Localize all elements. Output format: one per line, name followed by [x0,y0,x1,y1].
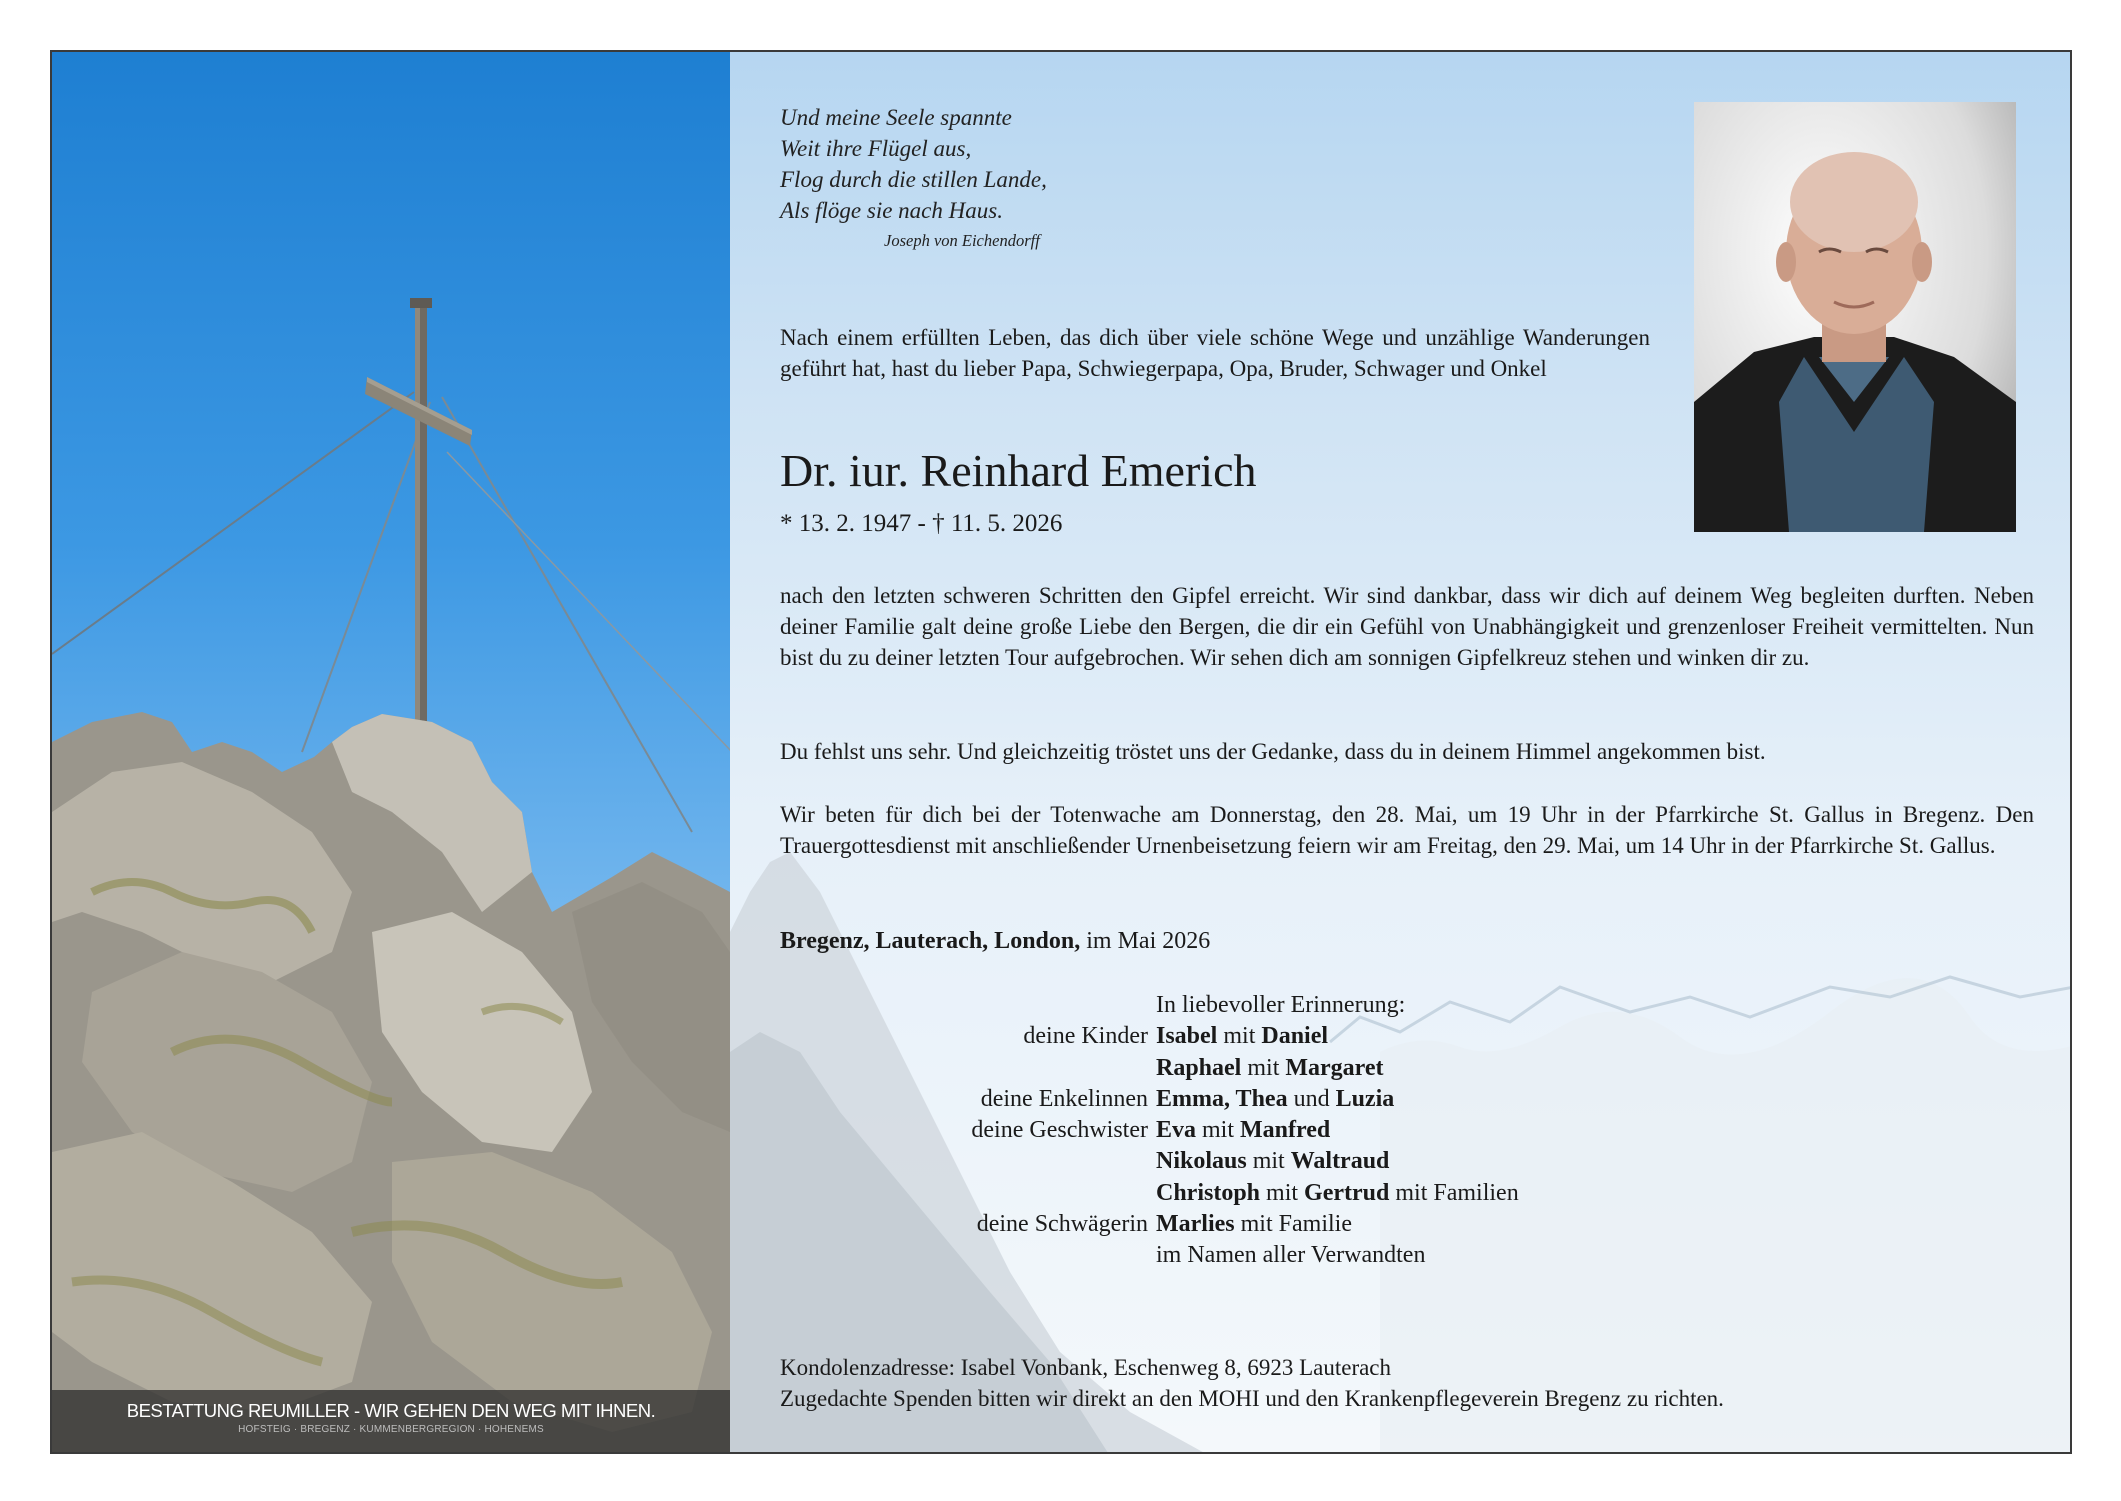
summit-cross-photo [52,52,730,1452]
poem-line: Flog durch die stillen Lande, [780,167,1047,192]
places: Bregenz, Lauterach, London, [780,928,1081,954]
obituary-card [50,50,2072,1454]
summit-cross-icon [365,298,472,734]
condolence-block [780,1352,1724,1414]
funeral-home-locations: HOFSTEIG · BREGENZ · KUMMENBERGREGION · HOHENEMS [238,1424,544,1435]
family-names [1156,1084,1394,1115]
family-row [780,1021,1680,1052]
family-connector-text: mit Familie [1234,1211,1352,1238]
funeral-home-slogan: BESTATTUNG REUMILLER - WIR GEHEN DEN WEG MIT IHNEN. [126,1400,656,1421]
poem-line: Als flöge sie nach Haus. [780,198,1003,223]
family-intro-row [780,990,1680,1021]
family-row [780,1146,1680,1177]
guy-wire [302,402,430,752]
family-names [1156,1146,1389,1177]
family-connector-text: im Namen aller Verwandten [1156,1242,1426,1269]
family-row [780,1053,1680,1084]
family-names [1156,1021,1328,1052]
family-relation-label [780,1053,1156,1084]
family-connector-text: mit [1217,1023,1262,1050]
family-member-name: Christoph [1156,1179,1261,1206]
family-relation-label [780,1146,1156,1177]
poem [780,102,1047,226]
family-relation-label: deine Enkelinnen [980,1085,1148,1112]
poem-line: Weit ihre Flügel aus, [780,136,972,161]
place-and-date [780,928,1210,955]
service-details-paragraph: Wir beten für dich bei der Totenwache am Donnerstag, den 28. Mai, um 19 Uhr in der Pfarrkirche St. Gallus in Bregenz. Den Trauergottesdienst mit anschließender Urnenbeisetzung feiern wir am Freitag, den 29. Mai, um 14 Uhr in der Pfarrkirche St. Gallus. [780,802,2034,858]
obituary-paragraph: Du fehlst uns sehr. Und gleichzeitig tröstet uns der Gedanke, dass du in deinem Himmel angekommen bist. [780,739,1766,764]
family-row [780,1178,1680,1209]
obituary-text-panel [730,52,2070,1452]
funeral-home-band [52,1390,730,1452]
family-relation-label: deine Schwägerin [976,1211,1148,1238]
family-connector-text: mit [1246,1148,1291,1175]
portrait-person-icon [1694,102,2016,532]
family-member-name: Isabel [1156,1023,1218,1050]
family-member-name: Marlies [1156,1211,1235,1238]
mountain-summit-illustration [52,52,730,1452]
family-relation-label [780,1178,1156,1209]
family-member-name: Waltraud [1290,1148,1390,1175]
family-relation-label: deine Kinder [1023,1023,1148,1050]
family-member-name: Eva [1156,1117,1197,1144]
family-row [780,1115,1680,1146]
family-row [780,1240,1680,1271]
guy-wire [52,392,414,654]
family-member-name: Emma, Thea [1156,1085,1288,1112]
poem-line: Und meine Seele spannte [780,105,1012,130]
family-names [1156,1209,1352,1240]
poem-author: Joseph von Eichendorff [884,231,1040,250]
family-list [780,990,1680,1272]
deceased-name: Dr. iur. Reinhard Emerich [780,445,1257,496]
family-names [1156,1115,1330,1146]
family-names [1156,1178,1519,1209]
donation-note: Zugedachte Spenden bitten wir direkt an den MOHI und den Krankenpflegeverein Bregenz zu richten. [780,1386,1724,1411]
family-member-name: Margaret [1285,1054,1384,1081]
family-names [1156,1053,1384,1084]
family-member-name: Daniel [1261,1023,1329,1050]
month-year: im Mai 2026 [1080,928,1211,954]
family-relation-label: deine Geschwister [971,1117,1148,1144]
intro-paragraph: Nach einem erfüllten Leben, das dich über viele schöne Wege und unzählige Wanderungen geführt hat, hast du lieber Papa, Schwiegerpapa, Opa, Bruder, Schwager und Onkel [780,325,1650,381]
family-connector-text: mit [1260,1179,1305,1206]
family-connector-text: und [1287,1085,1336,1112]
condolence-address: Kondolenzadresse: Isabel Vonbank, Eschenweg 8, 6923 Lauterach [780,1355,1392,1380]
family-member-name: Luzia [1335,1085,1395,1112]
guy-wire [447,452,730,752]
family-connector-text: mit [1241,1054,1286,1081]
family-member-name: Gertrud [1304,1179,1390,1206]
family-member-name: Manfred [1240,1117,1331,1144]
family-connector-text: mit Familien [1389,1179,1519,1206]
family-intro: In liebevoller Erinnerung: [1156,992,1406,1018]
portrait-photo [1694,102,2016,532]
family-row [780,1209,1680,1240]
family-relation-label [780,1240,1156,1271]
family-names [1156,1240,1425,1271]
family-row [780,1084,1680,1115]
family-member-name: Raphael [1156,1054,1242,1081]
family-member-name: Nikolaus [1156,1148,1247,1175]
obituary-paragraph: nach den letzten schweren Schritten den Gipfel erreicht. Wir sind dankbar, dass wir dich auf deinem Weg begleiten durften. Neben deiner Familie galt deine große Liebe den Bergen, die dir ein Gefühl von Unabhängigkeit und grenzenloser Freiheit vermittelten. Nun bist du zu deiner letzten Tour aufgebrochen. Wir sehen dich am sonnigen Gipfelkreuz stehen und winken dir zu. [780,583,2034,670]
family-connector-text: mit [1196,1117,1241,1144]
life-dates: * 13. 2. 1947 - † 11. 5. 2026 [780,510,1063,537]
